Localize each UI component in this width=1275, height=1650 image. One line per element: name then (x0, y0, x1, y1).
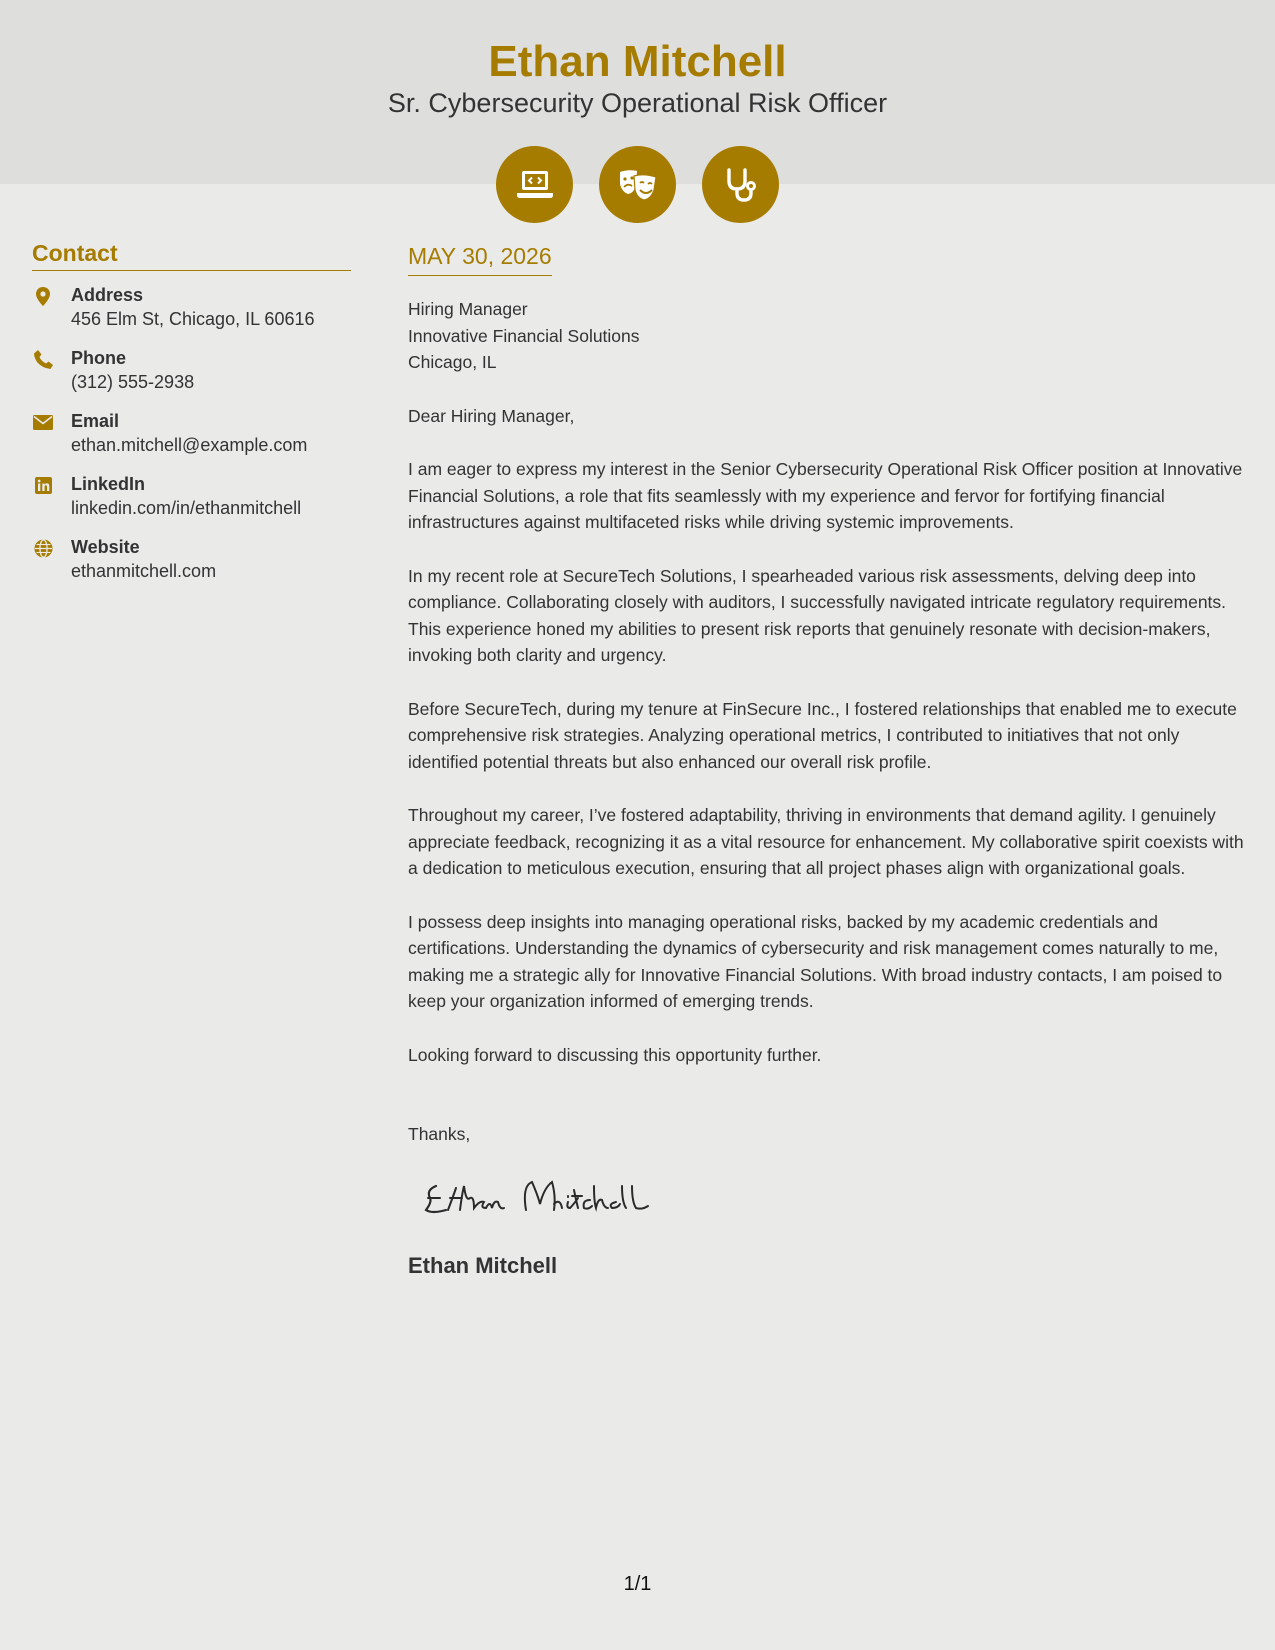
handwritten-signature (422, 1174, 662, 1224)
recipient-line: Innovative Financial Solutions (408, 325, 640, 346)
contact-sidebar (32, 238, 351, 598)
letter-paragraph: I am eager to express my interest in the Senior Cybersecurity Operational Risk Officer position at Innovative Financial Solutions, a role that fits seamlessly with my experience and fervor for fortifying financial infrastructures against multifaceted risks while driving systemic improvements. (408, 459, 1243, 532)
linkedin-value[interactable]: linkedin.com/in/ethanmitchell (71, 498, 302, 518)
contact-item-phone (32, 346, 351, 409)
contact-item-email (32, 409, 351, 472)
contact-label: LinkedIn (71, 474, 146, 494)
contact-heading: Contact (32, 238, 351, 271)
letter-paragraph: Before SecureTech, during my tenure at FinSecure Inc., I fostered relationships that enabled me to execute comprehensive risk strategies. Analyzing operational metrics, I contributed to initiatives that not only identified potential threats but also enhanced our overall risk profile. (408, 698, 1237, 772)
contact-label: Website (71, 537, 140, 557)
header-icon-row (496, 146, 779, 223)
letter-body (408, 240, 1253, 1281)
envelope-icon (33, 412, 53, 432)
closing: Thanks, (408, 1124, 471, 1144)
email-value: ethan.mitchell@example.com (71, 435, 308, 455)
linkedin-icon (33, 475, 53, 495)
phone-icon (33, 349, 53, 369)
laptop-code-icon (496, 146, 573, 223)
contact-label: Address (71, 285, 144, 305)
stethoscope-icon (702, 146, 779, 223)
letter-paragraph: I possess deep insights into managing operational risks, backed by my academic credentials and certifications. Understanding the dynamics of cybersecurity and risk management comes naturally to me, making me a strategic ally for Innovative Financial Solutions. With broad industry contacts, I am poised to keep your organization informed of emerging trends. (408, 911, 1223, 1011)
letter-date: MAY 30, 2026 (408, 240, 552, 276)
globe-icon (33, 538, 53, 558)
page-number: 1/1 (623, 1573, 652, 1595)
contact-list (32, 283, 351, 598)
recipient-block (408, 296, 1253, 376)
salutation: Dear Hiring Manager, (408, 405, 575, 426)
letter-paragraph: In my recent role at SecureTech Solutions, I spearheaded various risk assessments, delving deep into compliance. Collaborating closely with auditors, I successfully navigated intricate regulatory requirements. This experience honed my abilities to present risk reports that genuinely resonate with decision-makers, invoking both clarity and urgency. (408, 565, 1227, 665)
contact-item-linkedin (32, 472, 351, 535)
signer-name: Ethan Mitchell (408, 1252, 558, 1278)
recipient-line: Chicago, IL (408, 352, 497, 372)
recipient-line: Hiring Manager (408, 299, 528, 319)
theater-masks-icon (599, 146, 676, 223)
letter-paragraph: Looking forward to discussing this opportunity further. (408, 1044, 822, 1065)
applicant-name: Ethan Mitchell (488, 37, 787, 86)
letter-paragraph: Throughout my career, I’ve fostered adaptability, thriving in environments that demand agility. I genuinely appreciate feedback, recognizing it as a vital resource for enhancement. My collaborative spirit coexists with a dedication to meticulous execution, ensuring that all project phases align with organizational goals. (408, 805, 1244, 878)
address-value: 456 Elm St, Chicago, IL 60616 (71, 309, 315, 329)
website-value[interactable]: ethanmitchell.com (71, 561, 217, 581)
contact-label: Email (71, 411, 120, 431)
contact-item-website (32, 535, 351, 598)
job-title: Sr. Cybersecurity Operational Risk Officer (387, 88, 888, 118)
contact-item-address (32, 283, 351, 346)
map-pin-icon (33, 286, 53, 306)
contact-label: Phone (71, 348, 127, 368)
phone-value: (312) 555-2938 (71, 372, 195, 392)
